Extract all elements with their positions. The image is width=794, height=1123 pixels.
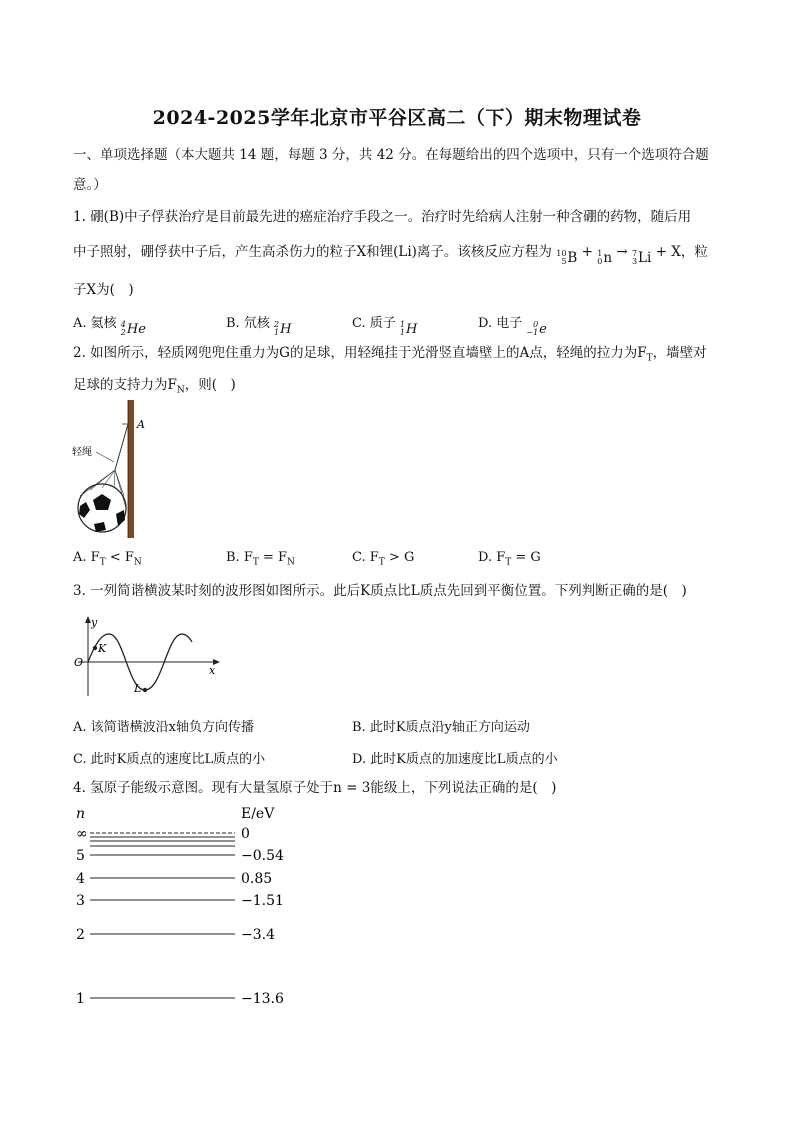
y-axis-label: y [91,616,98,629]
level-n-label: 5 [76,848,85,864]
rope-label: 轻绳 [72,447,92,458]
q3-option-d[interactable]: D. 此时K质点的加速度比L质点的小 [352,752,558,767]
level-n-label: 4 [76,871,85,887]
q1-stem-text: 中子照射，硼俘获中子后，产生高杀伤力的粒子X和锂(Li)离子。该核反应方程为 [73,244,552,260]
level-energy-label: 0 [241,826,250,842]
level-energy-label: 0.85 [241,871,273,887]
energy-levels [76,826,284,1007]
page-title: 2024-2025学年北京市平谷区高二（下）期末物理试卷 [152,107,642,129]
q1-stem-line2 [73,242,733,268]
q1-stem-line1: 1. 硼(B)中子俘获治疗是目前最先进的癌症治疗手段之一。治疗时先给病人注射一种含硼的药物，随后用 [73,209,692,225]
q3-wave-figure [72,614,227,699]
section-instruction-line2: 意。） [73,177,107,193]
level-energy-label: −0.54 [241,848,284,864]
level-energy-label: −13.6 [241,991,284,1007]
q1-option-d[interactable]: D. 电子 0 −1 e [478,316,547,337]
level-n-label: 2 [76,927,85,943]
l-label: L [134,682,142,695]
q4-stem-line1: 4. 氢原子能级示意图。现有大量氢原子处于n = 3能级上，下列说法正确的是( ) [73,780,557,796]
k-label: K [98,642,107,655]
q3-option-c[interactable]: C. 此时K质点的速度比L质点的小 [73,752,266,767]
level-energy-label: −3.4 [241,927,275,943]
q1-option-b[interactable]: B. 氘核 2 1 H [226,316,292,337]
point-a-label: A [137,418,145,431]
q2-option-b[interactable]: B. $F_T = F_N$ [226,550,295,568]
level-n-label: 1 [76,991,85,1007]
q1-eq-neutron: 1 0 n [597,249,613,266]
q2-stem-line1: 2. 如图所示，轻质网兜兜住重力为G的足球，用轻绳挂于光滑竖直墙壁上的A点，轻绳的拉力为$F_T$，墙壁对 [73,345,707,364]
level-n-label: 3 [76,893,85,909]
q2-option-c[interactable]: C. $F_T > G$ [352,550,415,568]
q1-eq-arrow: → [616,244,628,260]
rope [115,424,128,470]
q3-stem-line1: 3. 一列简谐横波某时刻的波形图如图所示。此后K质点比L质点先回到平衡位置。下列判断正确的是( ) [73,583,687,599]
q3-option-a[interactable]: A. 该简谐横波沿x轴负方向传播 [73,720,254,735]
q1-option-a[interactable]: A. 氦核 4 2 He [73,316,146,337]
q2-football-figure [70,398,160,543]
x-axis-label: x [209,664,216,677]
level-energy-label: −1.51 [241,893,284,909]
q2-option-d[interactable]: D. $F_T = G$ [478,550,541,568]
q3-option-b[interactable]: B. 此时K质点沿y轴正方向运动 [352,720,530,735]
q4-energy-level-diagram [68,802,308,1014]
q2-option-a[interactable]: A. $F_T < F_N$ [73,550,142,568]
point-k [93,646,97,650]
q1-eq-lithium: 7 3 Li [631,249,652,266]
wall [128,400,134,538]
q1-option-c[interactable]: C. 质子 1 1 H [352,316,418,337]
level-n-label: ∞ [76,826,88,842]
n-column-label: n [76,806,86,822]
q1-eq-tail: + X，粒 [655,244,708,260]
football [78,470,126,532]
origin-label: O [74,656,84,669]
e-column-label: E/eV [241,806,275,822]
q1-eq-plus: + [581,244,593,260]
q1-stem-line3: 子X为( ) [73,282,134,298]
point-l [143,688,147,692]
q2-stem-line2: 足球的支持力为$F_N$，则( ) [73,377,236,396]
section-instruction-line1: 一、单项选择题（本大题共 14 题，每题 3 分，共 42 分。在每题给出的四个选项中，只有一个选项符合题 [73,147,709,163]
q1-eq-boron: 10 5 B [556,249,578,266]
